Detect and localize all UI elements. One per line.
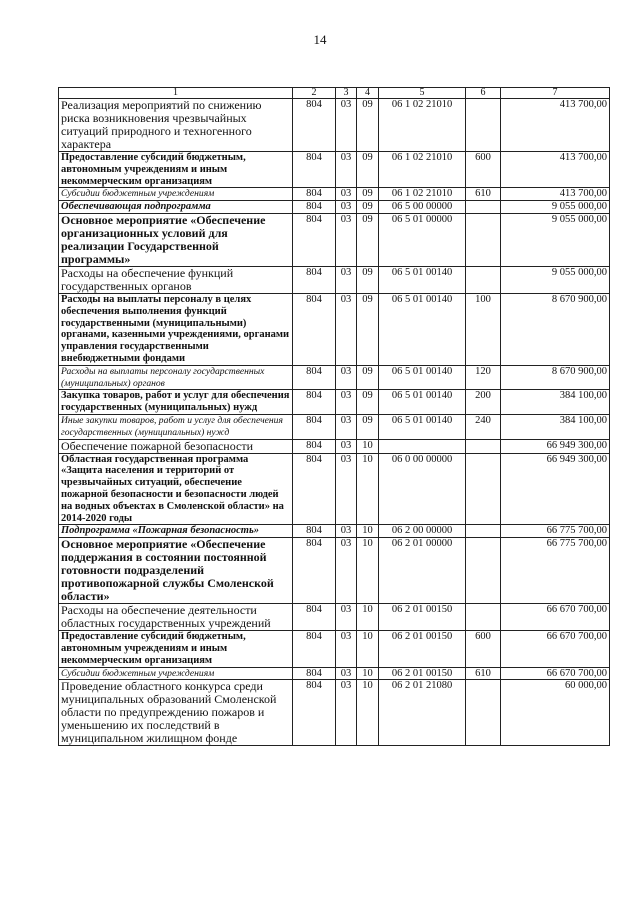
cell-admin-code: 804 [293,667,336,680]
cell-admin-code: 804 [293,293,336,365]
cell-expense-type [466,266,501,293]
cell-name: Расходы на обеспечение деятельности областных государственных учреждений [59,604,293,631]
cell-section: 03 [336,266,357,293]
cell-amount: 8 670 900,00 [501,293,610,365]
cell-expense-type [466,213,501,266]
cell-admin-code: 804 [293,99,336,152]
cell-admin-code: 804 [293,365,336,390]
cell-section: 03 [336,453,357,525]
cell-section: 03 [336,667,357,680]
page-number: 14 [313,32,327,47]
cell-target-article: 06 5 01 00140 [379,266,466,293]
cell-section: 03 [336,680,357,746]
cell-admin-code: 804 [293,188,336,201]
cell-admin-code: 804 [293,213,336,266]
cell-amount: 66 670 700,00 [501,631,610,667]
cell-target-article: 06 1 02 21010 [379,188,466,201]
cell-subsection: 09 [357,293,379,365]
cell-target-article: 06 5 01 00000 [379,213,466,266]
col-header-6: 6 [466,88,501,99]
table-row [59,538,610,604]
cell-target-article: 06 5 01 00140 [379,293,466,365]
cell-target-article: 06 2 01 21080 [379,680,466,746]
cell-target-article: 06 5 01 00140 [379,365,466,390]
cell-section: 03 [336,293,357,365]
cell-section: 03 [336,525,357,538]
cell-target-article: 06 2 01 00000 [379,538,466,604]
cell-target-article: 06 5 01 00140 [379,390,466,415]
cell-amount: 66 949 300,00 [501,453,610,525]
cell-amount: 9 055 000,00 [501,213,610,266]
cell-subsection: 09 [357,414,379,439]
cell-admin-code: 804 [293,266,336,293]
col-header-5: 5 [379,88,466,99]
cell-target-article: 06 2 00 00000 [379,525,466,538]
table-row [59,604,610,631]
cell-subsection: 09 [357,390,379,415]
cell-amount: 413 700,00 [501,99,610,152]
cell-expense-type [466,99,501,152]
cell-amount: 413 700,00 [501,152,610,188]
table-row [59,266,610,293]
cell-amount: 60 000,00 [501,680,610,746]
cell-subsection: 10 [357,604,379,631]
table-row [59,152,610,188]
table-row [59,453,610,525]
cell-expense-type: 610 [466,188,501,201]
cell-name: Иные закупки товаров, работ и услуг для обеспечения государственных (муниципальных) нужд [59,414,293,439]
cell-subsection: 09 [357,213,379,266]
cell-subsection: 10 [357,680,379,746]
table-row [59,680,610,746]
cell-name: Расходы на обеспечение функций государственных органов [59,266,293,293]
cell-name: Закупка товаров, работ и услуг для обеспечения государственных (муниципальных) нужд [59,390,293,415]
cell-name: Обеспечивающая подпрограмма [59,201,293,214]
col-header-3: 3 [336,88,357,99]
col-header-1: 1 [59,88,293,99]
cell-name: Областная государственная программа «Защита населения и территорий от чрезвычайных ситуаций, обеспечение пожарной безопасности и безопасности людей на водных объектах в Смоленской области» на 2014-2020 годы [59,453,293,525]
cell-section: 03 [336,631,357,667]
cell-amount: 66 670 700,00 [501,604,610,631]
cell-admin-code: 804 [293,201,336,214]
cell-subsection: 10 [357,453,379,525]
cell-subsection: 09 [357,365,379,390]
cell-expense-type [466,538,501,604]
table-row [59,99,610,152]
cell-amount: 66 775 700,00 [501,525,610,538]
cell-amount: 66 949 300,00 [501,439,610,453]
cell-section: 03 [336,439,357,453]
table-row [59,631,610,667]
cell-name: Реализация мероприятий по снижению риска возникновения чрезвычайных ситуаций природного и техногенного характера [59,99,293,152]
table-header-row [59,88,610,99]
cell-section: 03 [336,152,357,188]
cell-name: Субсидии бюджетным учреждениям [59,667,293,680]
cell-target-article: 06 2 01 00150 [379,631,466,667]
table-row [59,213,610,266]
cell-name: Предоставление субсидий бюджетным, автономным учреждениям и иным некоммерческим организациям [59,152,293,188]
table-row [59,201,610,214]
table-row [59,667,610,680]
cell-section: 03 [336,365,357,390]
cell-amount: 66 670 700,00 [501,667,610,680]
cell-expense-type: 600 [466,152,501,188]
table-row [59,188,610,201]
cell-expense-type: 600 [466,631,501,667]
cell-subsection: 09 [357,201,379,214]
cell-expense-type [466,604,501,631]
cell-admin-code: 804 [293,525,336,538]
col-header-4: 4 [357,88,379,99]
col-header-2: 2 [293,88,336,99]
cell-subsection: 09 [357,152,379,188]
cell-expense-type [466,439,501,453]
cell-subsection: 09 [357,188,379,201]
cell-subsection: 09 [357,266,379,293]
cell-section: 03 [336,188,357,201]
cell-name: Расходы на выплаты персоналу в целях обеспечения выполнения функций государственными (муниципальными) органами, казенными учреждениями, органами управления государственными внебюджетными фондами [59,293,293,365]
cell-expense-type [466,680,501,746]
cell-expense-type: 200 [466,390,501,415]
table-row [59,439,610,453]
cell-amount: 66 775 700,00 [501,538,610,604]
cell-admin-code: 804 [293,631,336,667]
cell-amount: 9 055 000,00 [501,266,610,293]
cell-admin-code: 804 [293,390,336,415]
cell-admin-code: 804 [293,414,336,439]
table-row [59,414,610,439]
table-row [59,293,610,365]
cell-name: Проведение областного конкурса среди муниципальных образований Смоленской области по предупреждению пожаров и уменьшению их последствий в муниципальном жилищном фонде [59,680,293,746]
cell-target-article: 06 2 01 00150 [379,604,466,631]
cell-name: Предоставление субсидий бюджетным, автономным учреждениям и иным некоммерческим организациям [59,631,293,667]
cell-amount: 413 700,00 [501,188,610,201]
cell-section: 03 [336,213,357,266]
cell-amount: 8 670 900,00 [501,365,610,390]
cell-section: 03 [336,604,357,631]
cell-name: Обеспечение пожарной безопасности [59,439,293,453]
cell-expense-type: 120 [466,365,501,390]
cell-expense-type [466,201,501,214]
cell-expense-type: 240 [466,414,501,439]
cell-target-article: 06 5 00 00000 [379,201,466,214]
cell-amount: 384 100,00 [501,414,610,439]
col-header-7: 7 [501,88,610,99]
cell-expense-type: 100 [466,293,501,365]
cell-subsection: 10 [357,525,379,538]
cell-expense-type [466,525,501,538]
cell-admin-code: 804 [293,152,336,188]
cell-name: Подпрограмма «Пожарная безопасность» [59,525,293,538]
cell-subsection: 10 [357,439,379,453]
cell-name: Основное мероприятие «Обеспечение организационных условий для реализации Государственной программы» [59,213,293,266]
cell-admin-code: 804 [293,680,336,746]
cell-target-article: 06 2 01 00150 [379,667,466,680]
cell-subsection: 09 [357,99,379,152]
cell-target-article: 06 1 02 21010 [379,99,466,152]
cell-amount: 384 100,00 [501,390,610,415]
cell-section: 03 [336,99,357,152]
cell-name: Субсидии бюджетным учреждениям [59,188,293,201]
table-row [59,365,610,390]
cell-expense-type: 610 [466,667,501,680]
table-row [59,525,610,538]
cell-subsection: 10 [357,538,379,604]
cell-admin-code: 804 [293,439,336,453]
cell-amount: 9 055 000,00 [501,201,610,214]
cell-target-article: 06 5 01 00140 [379,414,466,439]
cell-admin-code: 804 [293,604,336,631]
cell-admin-code: 804 [293,453,336,525]
cell-section: 03 [336,538,357,604]
cell-section: 03 [336,414,357,439]
budget-table [58,87,610,746]
cell-section: 03 [336,201,357,214]
cell-expense-type [466,453,501,525]
cell-section: 03 [336,390,357,415]
table-row [59,390,610,415]
cell-target-article [379,439,466,453]
cell-name: Расходы на выплаты персоналу государственных (муниципальных) органов [59,365,293,390]
cell-target-article: 06 0 00 00000 [379,453,466,525]
cell-target-article: 06 1 02 21010 [379,152,466,188]
cell-subsection: 10 [357,631,379,667]
cell-admin-code: 804 [293,538,336,604]
cell-subsection: 10 [357,667,379,680]
cell-name: Основное мероприятие «Обеспечение поддержания в состоянии постоянной готовности подразделений противопожарной службы Смоленской области» [59,538,293,604]
